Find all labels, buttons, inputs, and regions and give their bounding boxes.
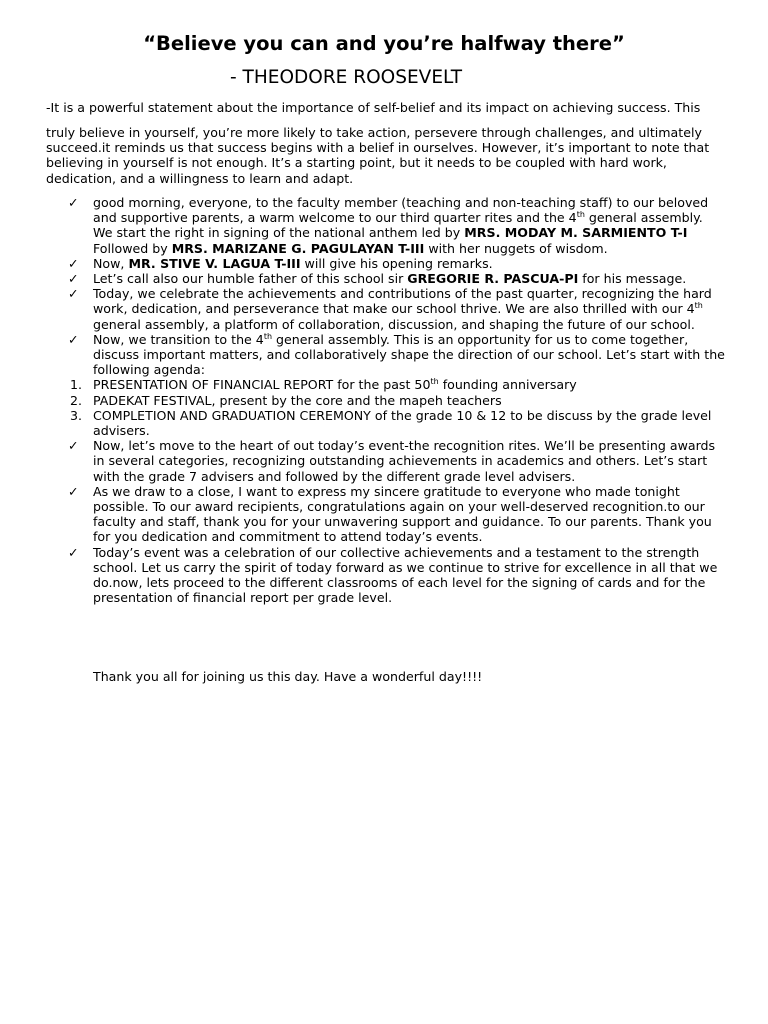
check-icon: ✓ — [68, 255, 79, 271]
intro-paragraph: truly believe in yourself, you’re more likely to take action, persevere through challenges, and ultimately succeed.it reminds us that success begins with a belief in ourselves. However, it’s important to note that believing in yourself is not enough. It’s a starting point, but it needs to be coupled with hard work, dedication, and a willingness to learn and adapt. — [46, 125, 710, 186]
superscript: th — [430, 377, 439, 387]
agenda-item-1 — [46, 377, 726, 392]
item-text: will give his opening remarks. — [300, 255, 493, 271]
item-text: Today’s event was a celebration of our collective achievements and a testament to the strength school. Let us carry the spirit of today forward as we continue to strive for excellence in all that we do.now, lets proceed to the different classrooms of each level for the signing of cards and for the presentation of financial report per grade level. — [93, 544, 718, 606]
item-text: Now, we transition to the 4 — [93, 331, 264, 347]
agenda-number: 1. — [70, 377, 83, 393]
check-icon: ✓ — [68, 195, 79, 210]
superscript: th — [576, 210, 585, 220]
item-text: Now, — [93, 255, 129, 271]
item-text: Today, we celebrate the achievements and contributions of the past quarter, recognizing the hard work, dedication, and perseverance that make our school thrive. We are also thrilled with our 4 — [93, 286, 712, 317]
item-text: Now, let’s move to the heart of out today’s event-the recognition rites. We’ll be presenting awards in several categories, recognizing outstanding achievements in academics and others. Let’s start with the grade 7 advisers and followed by the different grade level advisers. — [93, 438, 716, 484]
quote-title: “Believe you can and you’re halfway there” — [143, 32, 625, 55]
item-text: COMPLETION AND GRADUATION CEREMONY of the grade 10 & 12 to be discuss by the grade level advisers. — [93, 407, 712, 439]
list-item-opening — [46, 256, 726, 271]
agenda-item-2 — [46, 393, 726, 408]
item-text: founding anniversary — [438, 377, 577, 393]
item-text: general assembly, a platform of collaboration, discussion, and shaping the future of our school. — [93, 316, 695, 332]
item-text: for his message. — [578, 271, 687, 287]
item-text: PADEKAT FESTIVAL, present by the core and the mapeh teachers — [93, 392, 502, 408]
check-icon: ✓ — [68, 438, 79, 454]
list-item-father — [46, 271, 726, 286]
list-item-celebrate — [46, 286, 726, 332]
check-icon: ✓ — [68, 483, 79, 499]
speaker-name: MR. STIVE V. LAGUA T-III — [128, 255, 301, 271]
superscript: th — [694, 301, 703, 311]
list-item-celebration — [46, 545, 726, 606]
speaker-name: MRS. MARIZANE G. PAGULAYAN T-III — [171, 240, 425, 256]
list-item-transition — [46, 332, 726, 378]
list-item-welcome — [46, 195, 726, 256]
item-text: with her nuggets of wisdom. — [424, 240, 608, 256]
agenda-number: 2. — [70, 392, 83, 408]
check-icon: ✓ — [68, 544, 79, 560]
item-text: PRESENTATION OF FINANCIAL REPORT for the past 50 — [93, 377, 431, 393]
superscript: th — [263, 331, 273, 341]
check-icon: ✓ — [68, 286, 79, 302]
check-icon: ✓ — [68, 331, 79, 347]
item-text: good morning, everyone, to the faculty member (teaching and non-teaching staff) to our beloved and supportive parents, a warm welcome to our third quarter rites and the 4 — [93, 195, 709, 226]
quote-author: - THEODORE ROOSEVELT — [230, 67, 463, 88]
program-list — [46, 195, 726, 605]
item-text: general assembly. This is an opportunity for us to come together, discuss important matters, and collaboratively shape the direction of our school. Let’s start with the following agenda: — [93, 331, 725, 378]
intro-line-1: -It is a powerful statement about the importance of self-belief and its impact on achieving success. This — [46, 100, 701, 115]
speaker-name: MRS. MODAY M. SARMIENTO T-I — [464, 225, 688, 241]
list-item-gratitude — [46, 484, 726, 545]
closing-line: Thank you all for joining us this day. Have a wonderful day!!!! — [93, 669, 483, 684]
list-item-recognition — [46, 438, 726, 484]
item-text: As we draw to a close, I want to express my sincere gratitude to everyone who made tonight possible. To our award recipients, congratulations again on your well-deserved recognition.to our faculty and staff, thank you for your unwavering support and guidance. To our parents. Thank you for you dedication and commitment to attend today’s events. — [93, 483, 712, 545]
item-text: general assembly. We start the right in signing of the national anthem led by — [93, 210, 703, 241]
agenda-number: 3. — [70, 407, 83, 423]
check-icon: ✓ — [68, 271, 79, 287]
item-text: Let’s call also our humble father of this school sir — [93, 271, 408, 287]
speaker-name: GREGORIE R. PASCUA-PI — [407, 271, 579, 287]
agenda-item-3 — [46, 408, 726, 438]
item-text: Followed by — [93, 240, 172, 256]
